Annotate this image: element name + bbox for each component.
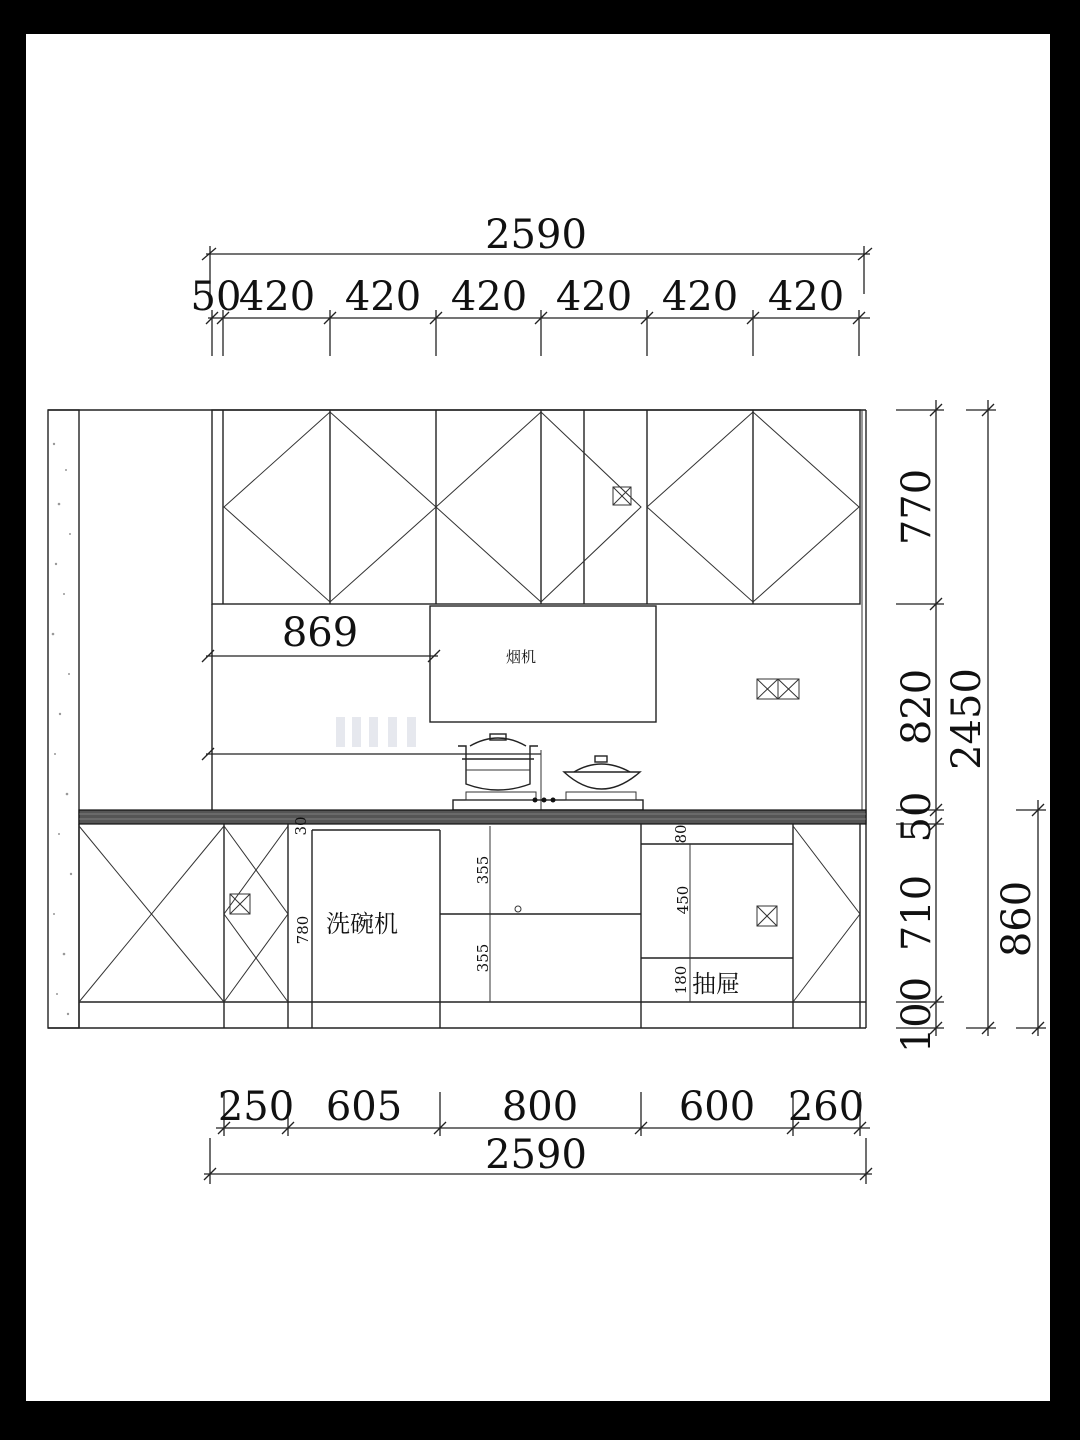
top-total-dimension: 2590 bbox=[485, 212, 587, 258]
drawer-label: 抽屉 bbox=[692, 970, 740, 998]
cooktop-with-pots bbox=[453, 734, 643, 810]
bottom-total-dimension: 2590 bbox=[485, 1132, 587, 1178]
bottom-dim-250: 250 bbox=[217, 1084, 295, 1130]
dim-180: 180 bbox=[672, 965, 690, 995]
top-dim-420-1: 420 bbox=[238, 274, 316, 320]
handle-icon bbox=[230, 894, 250, 914]
dim-355-lower: 355 bbox=[474, 943, 492, 973]
right-dim-710: 710 bbox=[894, 874, 940, 952]
kitchen-elevation-drawing bbox=[26, 34, 1050, 1401]
hinge-symbol-icon bbox=[613, 487, 631, 505]
dim-30: 30 bbox=[292, 816, 310, 836]
countertop bbox=[79, 810, 866, 824]
dishwasher-label: 洗碗机 bbox=[326, 910, 398, 938]
top-dim-420-5: 420 bbox=[661, 274, 739, 320]
hood-offset-dimension: 869 bbox=[281, 610, 359, 656]
knob-icon bbox=[515, 906, 521, 912]
blurred-watermark bbox=[336, 717, 416, 747]
top-dim-420-3: 420 bbox=[450, 274, 528, 320]
right-dim-50: 50 bbox=[894, 791, 940, 843]
dim-450: 450 bbox=[674, 885, 692, 915]
elevation-outline bbox=[48, 410, 866, 1028]
top-dim-420-4: 420 bbox=[555, 274, 633, 320]
drawer-handle-icon bbox=[757, 906, 777, 926]
range-hood bbox=[430, 606, 656, 722]
top-dim-50: 50 bbox=[190, 274, 242, 320]
bottom-dim-600: 600 bbox=[678, 1084, 756, 1130]
right-base-dimension: 860 bbox=[994, 880, 1040, 958]
right-dim-100: 100 bbox=[894, 976, 940, 1054]
bottom-dim-260: 260 bbox=[787, 1084, 865, 1130]
socket-icon bbox=[757, 679, 799, 699]
top-dim-420-2: 420 bbox=[344, 274, 422, 320]
bottom-dim-605: 605 bbox=[325, 1084, 403, 1130]
upper-cabinets bbox=[212, 410, 860, 604]
right-dim-820: 820 bbox=[894, 668, 940, 746]
base-cabinets bbox=[79, 824, 866, 1028]
drawing-sheet bbox=[26, 34, 1050, 1401]
top-dim-420-6: 420 bbox=[767, 274, 845, 320]
bottom-dim-800: 800 bbox=[501, 1084, 579, 1130]
wall-section bbox=[48, 410, 79, 1028]
dim-355-upper: 355 bbox=[474, 855, 492, 885]
right-total-dimension: 2450 bbox=[944, 668, 990, 770]
dim-780: 780 bbox=[294, 915, 312, 945]
range-hood-label: 烟机 bbox=[505, 648, 537, 666]
right-dim-770: 770 bbox=[894, 468, 940, 546]
dim-80: 80 bbox=[672, 824, 690, 844]
